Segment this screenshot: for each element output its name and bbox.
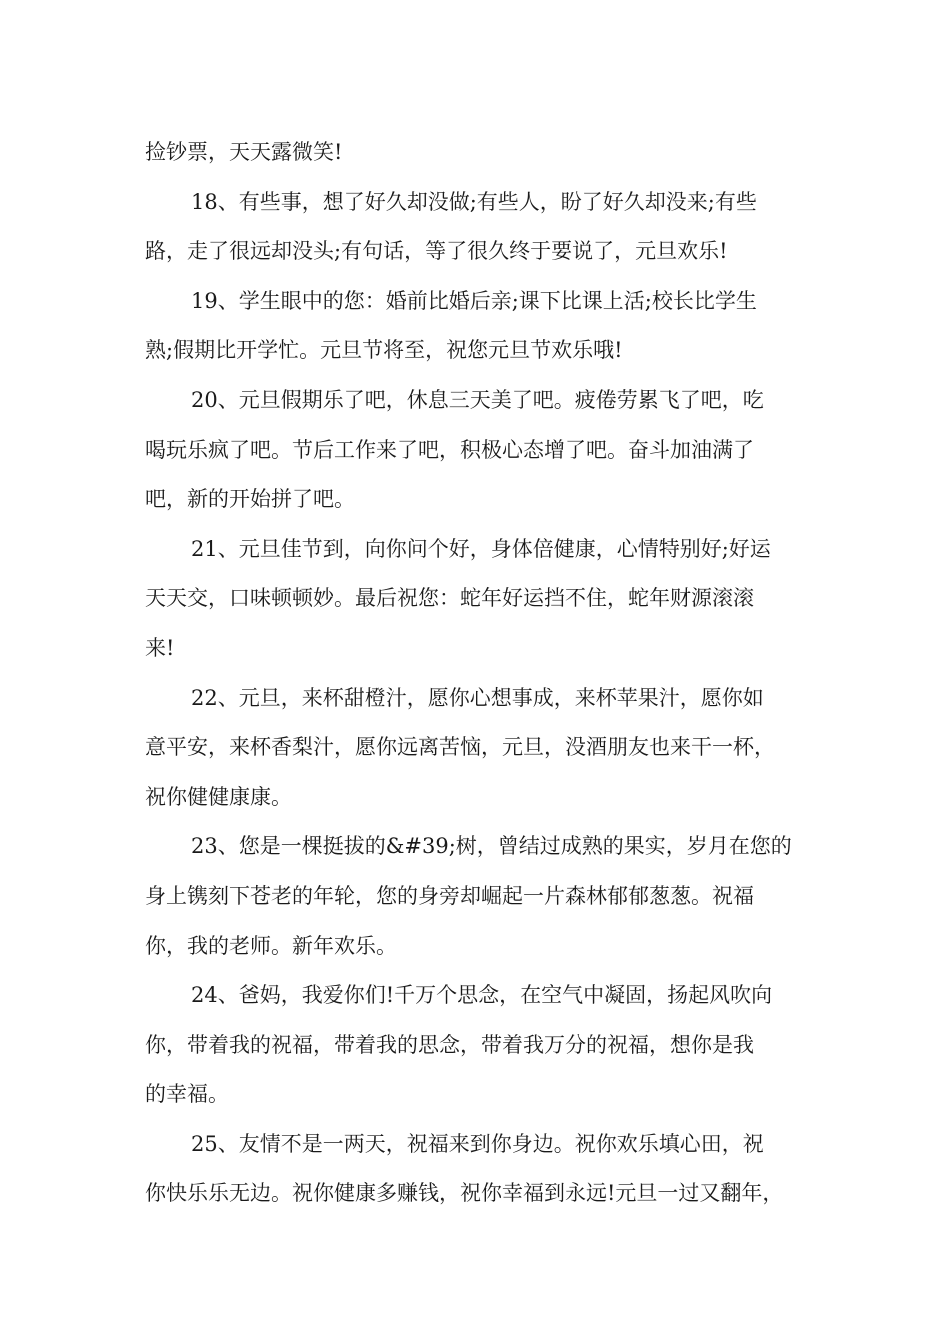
paragraph-line: 的幸福。 [145, 1082, 229, 1107]
paragraph-line: 来! [145, 635, 175, 660]
paragraph-line: 23、您是一棵挺拔的&#39;树，曾结过成熟的果实，岁月在您的 [191, 834, 792, 859]
paragraph-line: 喝玩乐疯了吧。节后工作来了吧，积极心态增了吧。奋斗加油满了 [145, 437, 754, 462]
paragraph-line: 21、元旦佳节到，向你问个好，身体倍健康，心情特别好;好运 [191, 536, 771, 561]
paragraph-line: 身上镌刻下苍老的年轮，您的身旁却崛起一片森林郁郁葱葱。祝福 [145, 883, 754, 908]
paragraph-line: 捡钞票，天天露微笑! [145, 140, 343, 164]
paragraph-line: 熟;假期比开学忙。元旦节将至，祝您元旦节欢乐哦! [145, 338, 623, 363]
paragraph-line: 你快乐乐无边。祝你健康多赚钱，祝你幸福到永远!元旦一过又翻年， [145, 1181, 784, 1206]
paragraph-line: 祝你健健康康。 [145, 784, 292, 809]
paragraph-line: 25、友情不是一两天，祝福来到你身边。祝你欢乐填心田，祝 [191, 1131, 764, 1156]
paragraph-line: 18、有些事，想了好久却没做;有些人，盼了好久却没来;有些 [191, 189, 757, 214]
paragraph-line: 天天交，口味顿顿妙。最后祝您：蛇年好运挡不住，蛇年财源滚滚 [145, 586, 754, 611]
document-body [145, 128, 810, 1219]
paragraph-line: 24、爸妈，我爱你们!千万个思念，在空气中凝固，扬起风吹向 [191, 983, 773, 1008]
paragraph-line: 吧，新的开始拼了吧。 [145, 487, 355, 512]
paragraph-line: 22、元旦，来杯甜橙汁，愿你心想事成，来杯苹果汁，愿你如 [191, 685, 764, 710]
paragraph-line: 路，走了很远却没头;有句话，等了很久终于要说了，元旦欢乐! [145, 239, 728, 264]
paragraph-line: 你，带着我的祝福，带着我的思念，带着我万分的祝福，想你是我 [145, 1032, 754, 1057]
paragraph-line: 19、学生眼中的您：婚前比婚后亲;课下比课上活;校长比学生 [191, 288, 757, 313]
paragraph-line: 意平安，来杯香梨汁，愿你远离苦恼，元旦，没酒朋友也来干一杯， [145, 735, 775, 760]
paragraph-line: 20、元旦假期乐了吧，休息三天美了吧。疲倦劳累飞了吧，吃 [191, 387, 764, 412]
paragraph-line: 你，我的老师。新年欢乐。 [145, 933, 397, 958]
